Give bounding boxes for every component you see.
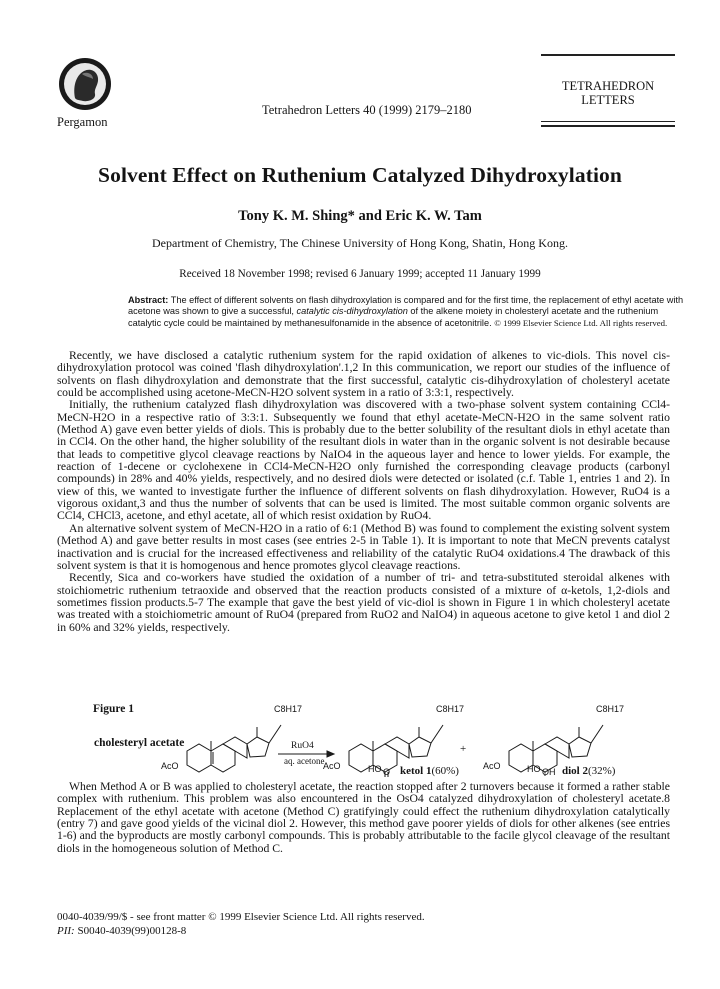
abstract-label: Abstract: [128,295,169,305]
acetoxy-label-2: AcO [323,761,341,771]
abstract-text-b: of the alkene moiety in cholesteryl acetate and the ruthenium catalytic cycle could be maintained by methanesulfonamide in the absence of acetonitrile. [128,306,659,328]
paragraph-3: An alternative solvent system of MeCN-H2O in a ratio of 6:1 (Method B) was found to complement the existing solvent system (Method A) and gave better results in most cases (see entries 2-5 in Table 1). It is important to note that MeCN prevents catalyst inactivation and is crucial for the increased effectiveness and reliability of the catalytic RuO4 oxidations.4 The drawback of this solvent system is that it is homogenous and hence promotes glycol cleavage reactions. [57,521,670,572]
substituent-label-2: C8H17 [436,704,465,714]
hydroxy-label-3: OH [542,767,556,777]
journal-name-line2: LETTERS [581,93,635,107]
oxo-label: O [383,767,391,777]
substituent-label-3: C8H17 [596,704,625,714]
article-affiliation: Department of Chemistry, The Chinese University of Hong Kong, Shatin, Hong Kong. [152,236,568,250]
figure-label: Figure 1 [93,703,134,715]
product1-label: ketol 1 [400,765,432,777]
body-text-upper [57,350,670,634]
paragraph-4: Recently, Sica and co-workers have studied the oxidation of a number of tri- and tetra-substituted steroidal alkenes with stoichiometric ruthenium tetraoxide and observed that the reaction products consisted of a mixture of α-ketols, 1,2-diols and sometimes fission products.5-7 The example that gave the best yield of vic-diol is shown in Figure 1 in which cholesteryl acetate was treated with a stoichiometric amount of RuO4 (prepared from RuO2 and NaIO4) in aqueous acetone to give ketol 1 and diol 2 in 60% and 32% yields, respectively. [57,571,670,634]
pii-value: S0040-4039(99)00128-8 [74,925,187,937]
journal-citation: Tetrahedron Letters 40 (1999) 2179–2180 [262,103,472,117]
hydroxy-label-2: HO [527,764,541,774]
article-title: Solvent Effect on Ruthenium Catalyzed Dihydroxylation [98,163,622,187]
acetoxy-label-1: AcO [161,761,179,771]
reagent-label: RuO4 [291,741,314,751]
paragraph-1: Recently, we have disclosed a catalytic ruthenium system for the rapid oxidation of alkenes to vic-diols. This novel cis-dihydroxylation protocol was coined 'flash dihydroxylation'.1,2 In this communication, we report our studies of the influence of solvents on flash dihydroxylation and demonstrate that the first successful, catalytic cis-dihydroxylation of cholesteryl acetate could be accomplished using acetone-MeCN-H2O solvent system in a ratio of 3:3:1, respectively. [57,349,670,400]
abstract [128,295,684,329]
conditions-label: aq. acetone [284,756,325,766]
publisher-name: Pergamon [57,115,108,129]
product1-yield: (60%) [431,765,459,777]
article-authors: Tony K. M. Shing* and Eric K. W. Tam [238,208,482,224]
abstract-text-a: The effect of different solvents on flash dihydroxylation is compared and for the first time, the replacement of ethyl acetate with acetone was shown to give a successful, [128,295,684,317]
header-rule-bottom-1 [541,121,675,122]
hydroxy-label-1: HO [368,764,382,774]
publisher-logo [57,54,113,114]
substituent-label-1: C8H17 [274,704,303,714]
header-rule-top [541,54,675,56]
footer-copyright: 0040-4039/99/$ - see front matter © 1999 Elsevier Science Ltd. All rights reserved. [57,911,425,923]
figure-1 [57,703,670,778]
paragraph-5: When Method A or B was applied to cholesteryl acetate, the reaction stopped after 2 turnovers because it formed a rather stable complex with ruthenium. This problem was also encountered in the OsO4 catalyzed dihydroxylation of cholesteryl acetate.8 Replacement of the ethyl acetate with acetone (Method C) gratifyingly could effect the ruthenium dihydroxylation catalytically (entry 7) and gave good yields of the vicinal diol 2. However, this method gave poorer yields of diols for other alkenes (see entries 1-6) and the byproducts are mostly carbonyl compounds. This is probably attributable to the facile glycol cleavage of the resultant diols in the homogeneous solution of Method C. [57,780,670,855]
journal-name-line1: TETRAHEDRON [561,79,655,93]
acetoxy-label-3: AcO [483,761,501,771]
header-rule-bottom-2 [541,125,675,127]
starting-material-label: cholesteryl acetate [94,737,185,749]
steroid-skeleton-start [187,725,281,772]
paragraph-2: Initially, the ruthenium catalyzed flash dihydroxylation was discovered with a two-phase solvent system containing CCl4-MeCN-H2O in a respective ratio of 3:3:1. Subsequently we found that ethyl acetate-MeCN-H2O in the same solvent ratio (Method A) gave even better yields of diols. This is probably due to the better solubility of the resultant diols in ethyl acetate than in CCl4. On the other hand, the higher solubility of the resultant diols in water than in the organic solvent is not desirable because that leads to competitive glycol cleavage reactions by NaIO4 in the aqueous layer and hence to lower yields. For example, the reaction of 1-decene or cyclohexene in CCl4-MeCN-H2O only furnished the corresponding cleavage products (carbonyl compounds) in 28% and 40% yields, respectively, and no desired diols were detected or isolated (c.f. Table 1, entries 1 and 2). In view of this, we wanted to investigate further the influence of different solvents on flash dihydroxylation. However, RuO4 is a vigorous oxidant,3 and thus the number of solvents that can be used is limited. The most suitable common organic solvents are CCl4, CHCl3, acetone, and ethyl acetate, all of which resist oxidation by RuO4. [57,398,670,523]
product2-yield: (32%) [587,765,616,777]
pergamon-seal-icon [57,54,113,114]
body-text-lower [57,781,670,855]
plus-sign: + [460,743,467,755]
pii-label: PII: [57,925,75,937]
product2-label: diol 2 [562,765,588,777]
abstract-copyright: © 1999 Elsevier Science Ltd. All rights reserved. [494,317,668,328]
abstract-text-italic: catalytic cis-dihydroxylation [296,306,408,317]
footer-pii [57,925,186,937]
article-dates: Received 18 November 1998; revised 6 January 1999; accepted 11 January 1999 [179,268,541,280]
